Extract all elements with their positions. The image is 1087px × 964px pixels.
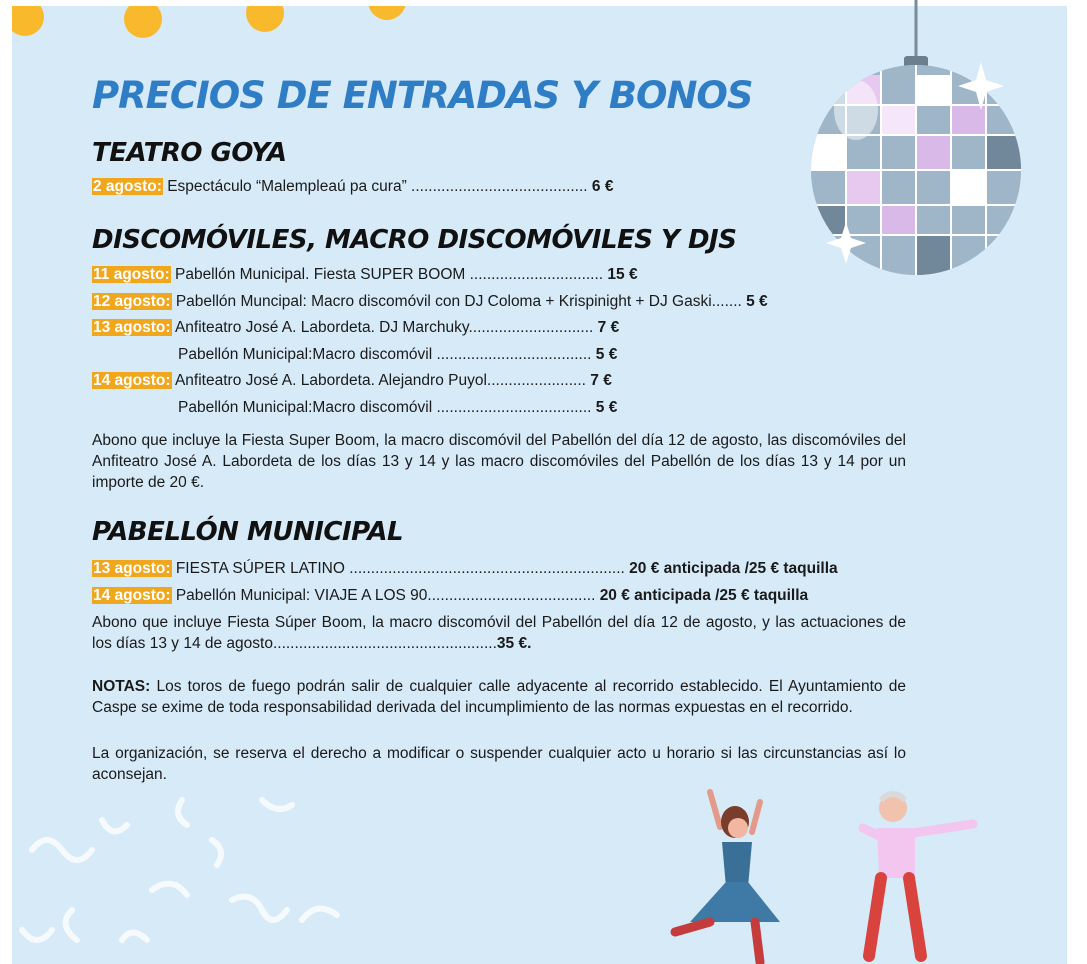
- abono-price: 35 €.: [496, 635, 532, 652]
- dancing-woman-illustration: [660, 782, 810, 964]
- confetti-decoration: [12, 780, 372, 964]
- date-tag: 13 agosto:: [93, 560, 171, 577]
- notes-extra-paragraph: La organización, se reserva el derecho a modificar o suspender cualquier acto u horario si las circunstancias así lo aconsejan.: [92, 745, 906, 783]
- event-text: FIESTA SÚPER LATINO ................................................................: [175, 560, 625, 577]
- decor-dot: [246, 6, 284, 32]
- decor-dot: [12, 6, 44, 36]
- event-text: Pabellón Municipal: VIAJE A LOS 90.......................................: [175, 587, 596, 604]
- section-heading-teatro: TEATRO GOYA: [92, 138, 287, 168]
- abono-text: Abono que incluye Fiesta Súper Boom, la macro discomóvil del Pabellón del día 12 de agosto, y las actuaciones de los días 13 y 14 de agosto....................................................: [92, 614, 906, 652]
- event-text: Pabellón Municipal:Macro discomóvil ....................................: [178, 399, 592, 416]
- event-price: 20 € anticipada /25 € taquilla: [629, 560, 838, 577]
- event-price: 5 €: [595, 399, 618, 416]
- event-text: Anfiteatro José A. Labordeta. Alejandro Puyol.......................: [174, 372, 586, 389]
- section-heading-disco: DISCOMÓVILES, MACRO DISCOMÓVILES Y DJS: [92, 225, 737, 255]
- list-item: [92, 586, 808, 606]
- section-heading-pabellon: PABELLÓN MUNICIPAL: [92, 517, 404, 547]
- list-item: [178, 398, 617, 418]
- notes-text: Los toros de fuego podrán salir de cualquier calle adyacente al recorrido establecido. El Ayuntamiento de Caspe se exime de toda responsabilidad derivada del incumplimiento de las normas expuestas en el recorrido.: [92, 678, 906, 716]
- event-text: Pabellón Municipal:Macro discomóvil ....................................: [178, 346, 592, 363]
- page-title: PRECIOS DE ENTRADAS Y BONOS: [92, 74, 753, 117]
- list-item: [92, 292, 768, 312]
- event-text: Pabellón Muncipal: Macro discomóvil con DJ Coloma + Krispinight + DJ Gaski.......: [175, 293, 742, 310]
- date-tag: 14 agosto:: [93, 372, 171, 389]
- date-tag: 12 agosto:: [93, 293, 171, 310]
- event-price: 7 €: [597, 319, 620, 336]
- list-item: [178, 345, 617, 365]
- event-text: Anfiteatro José A. Labordeta. DJ Marchuky.............................: [174, 319, 594, 336]
- date-tag: 2 agosto:: [93, 178, 162, 195]
- list-item: [92, 559, 838, 579]
- list-item: [92, 318, 619, 338]
- event-price: 5 €: [595, 346, 618, 363]
- notes-label: NOTAS:: [92, 678, 151, 695]
- decor-dot: [368, 6, 406, 20]
- disco-ball-icon: [806, 0, 1026, 285]
- event-price: 15 €: [607, 266, 638, 283]
- event-price: 6 €: [591, 178, 614, 195]
- event-text: Espectáculo “Malempleaú pa cura” .........................................: [167, 178, 588, 195]
- notes-paragraph: [92, 676, 906, 718]
- dancing-man-illustration: [855, 788, 995, 964]
- abono-paragraph: [92, 612, 906, 654]
- decor-dot: [124, 6, 162, 38]
- date-tag: 11 agosto:: [93, 266, 170, 283]
- date-tag: 14 agosto:: [93, 587, 171, 604]
- abono-paragraph: Abono que incluye la Fiesta Super Boom, la macro discomóvil del Pabellón del día 12 de agosto, las discomóviles del Anfiteatro José A. Labordeta de los días 13 y 14 y las macro discomóviles del Pabellón de los días 13 y 14 por un importe de 20 €.: [92, 432, 906, 491]
- event-text: Pabellón Municipal. Fiesta SUPER BOOM ...............................: [174, 266, 604, 283]
- list-item: [92, 371, 612, 391]
- event-price: 20 € anticipada /25 € taquilla: [599, 587, 809, 604]
- date-tag: 13 agosto:: [93, 319, 171, 336]
- list-item: [92, 177, 613, 197]
- list-item: [92, 265, 638, 285]
- event-price: 7 €: [590, 372, 612, 389]
- event-price: 5 €: [746, 293, 768, 310]
